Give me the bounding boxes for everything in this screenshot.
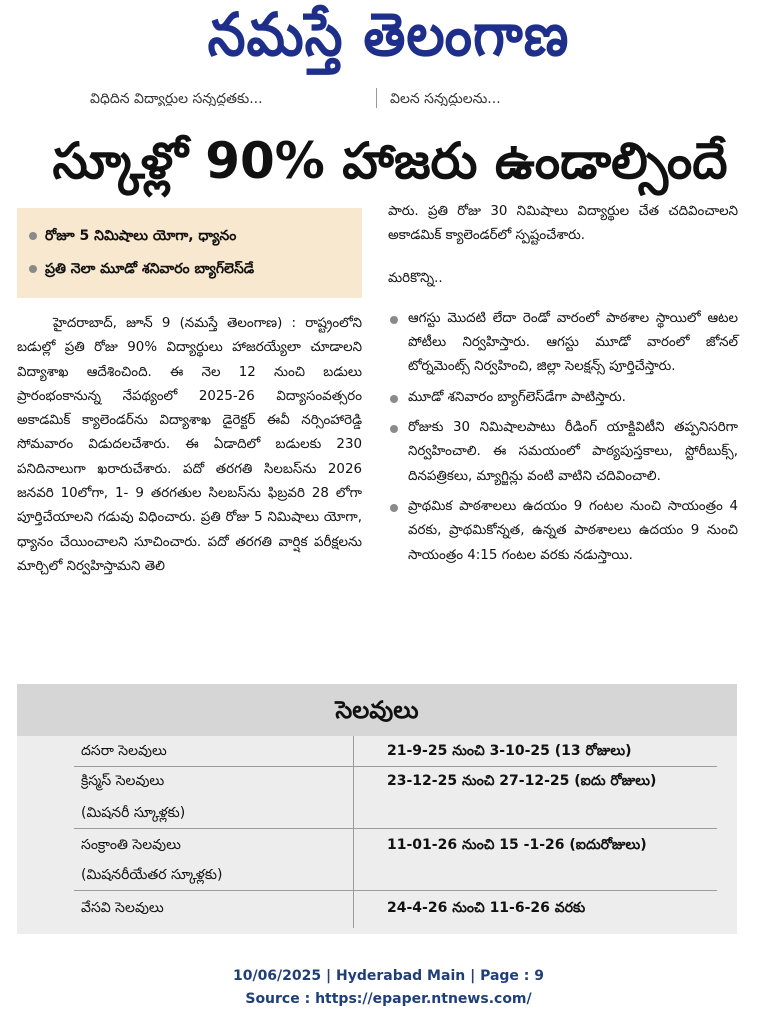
holiday-name: క్రిస్మస్ సెలవులు bbox=[81, 773, 165, 789]
highlights-box bbox=[17, 208, 362, 298]
article-body-left bbox=[17, 312, 362, 579]
highlight-text: ప్రతి నెలా మూడో శనివారం బ్యాగ్‌లెస్‌డే bbox=[45, 261, 255, 277]
holidays-table bbox=[17, 684, 737, 934]
list-item bbox=[388, 416, 738, 489]
article-headline: స్కూళ్లో 90% హాజరు ఉండాల్సిందే bbox=[52, 132, 728, 190]
article-paragraph: హైదరాబాద్, జూన్ 9 (నమస్తే తెలంగాణ) : రాష్ట్రంలోని బడుల్లో ప్రతి రోజు 90% విద్యార్థులు హాజరయ్యేలా చూడాలని విద్యాశాఖ ఆదేశించింది. ఈ నెల 12 నుంచి బడులు ప్రారంభంకానున్న నేపథ్యంలో 2025-26 విద్యాసంవత్సరం అకాడమిక్ క్యాలెండర్‌ను విద్యాశాఖ డైరెక్టర్ ఈవీ నర్సింహారెడ్డి సోమవారం విడుదలచేశారు. ఈ ఏడాదిలో బడులకు 230 పనిదినాలుగా ఖరారుచేశారు. పదో తరగతి సిలబస్‌ను 2026 జనవరి 10లోగా, 1- 9 తరగతుల సిలబస్‌ను ఫిబ్రవరి 28 లోగా పూర్తిచేయాలని గడువు విధించారు. ప్రతి రోజు 5 నిమిషాలు యోగా, ధ్యానం చేయించాలని సూచించారు. పదో తరగతి వార్షిక పరీక్షలను మార్చిలో నిర్వహిస్తామని తెలి bbox=[17, 316, 362, 574]
highlight-item bbox=[29, 220, 362, 253]
list-item-text: రోజుకు 30 నిమిషాలపాటు రీడింగ్ యాక్టివిటీని తప్పనిసరిగా నిర్వహించాలి. ఈ సమయంలో పాఠ్యపుస్తకాలు, స్టోరీబుక్స్, దినపత్రికలు, మ్యాగ్జిన్లు వంటి వాటిని చదివించాలి. bbox=[408, 420, 738, 484]
points-list bbox=[388, 307, 738, 568]
list-item bbox=[388, 386, 738, 410]
row-divider bbox=[74, 890, 717, 891]
list-item bbox=[388, 307, 738, 380]
bullet-icon bbox=[390, 395, 398, 403]
bullet-icon bbox=[29, 265, 37, 273]
bullet-icon bbox=[390, 504, 398, 512]
holiday-note: (మిషనరీయేతర స్కూళ్లకు) bbox=[81, 867, 223, 883]
cutline-right: విలన సన్నద్ధులను... bbox=[390, 91, 501, 106]
list-item bbox=[388, 495, 738, 568]
holiday-note: (మిషనరీ స్కూళ్లకు) bbox=[81, 805, 186, 821]
subheading: మరికొన్ని.. bbox=[388, 270, 443, 286]
row-divider bbox=[74, 828, 717, 829]
holiday-name: వేసవి సెలవులు bbox=[81, 900, 164, 916]
holidays-title: సెలవులు bbox=[17, 684, 737, 736]
table-row bbox=[17, 860, 737, 890]
holiday-period: 21-9-25 నుంచి 3-10-25 (13 రోజులు) bbox=[387, 743, 632, 759]
footer-edition-info: 10/06/2025 | Hyderabad Main | Page : 9 bbox=[232, 968, 545, 984]
holiday-period: 24-4-26 నుంచి 11-6-26 వరకు bbox=[387, 900, 586, 916]
newspaper-masthead bbox=[0, 0, 777, 80]
bullet-icon bbox=[29, 232, 37, 240]
table-row bbox=[17, 736, 737, 766]
holiday-period: 23-12-25 నుంచి 27-12-25 (ఐదు రోజులు) bbox=[387, 773, 657, 789]
article-body-right bbox=[388, 200, 738, 574]
footer-source-link[interactable]: Source : https://epaper.ntnews.com/ bbox=[245, 991, 532, 1007]
highlight-item bbox=[29, 253, 362, 286]
masthead-title: నమస్తే తెలంగాణ bbox=[207, 0, 570, 70]
table-row bbox=[17, 893, 737, 923]
holiday-name: సంక్రాంతి సెలవులు bbox=[81, 837, 181, 853]
highlight-text: రోజూ 5 నిమిషాలు యోగా, ధ్యానం bbox=[45, 228, 237, 244]
list-item-text: ప్రాథమిక పాఠశాలలు ఉదయం 9 గంటల నుంచి సాయంత్రం 4 వరకు, ప్రాథమికోన్నత, ఉన్నత పాఠశాలలు ఉదయం 9 నుంచి సాయంత్రం 4:15 గంటల వరకు నడుస్తాయి. bbox=[408, 498, 738, 563]
list-item-text: ఆగస్టు మొదటి లేదా రెండో వారంలో పాఠశాల స్థాయిలో ఆటల పోటీలు నిర్వహిస్తారు. ఆగస్టు మూడో వారంలో జోనల్ టోర్నమెంట్స్ నిర్వహించి, జిల్లా సెలక్షన్స్ పూర్తిచేస్తారు. bbox=[408, 310, 738, 375]
holiday-period: 11-01-26 నుంచి 15 -1-26 (ఐదురోజులు) bbox=[387, 837, 647, 853]
list-item-text: మూడో శనివారం బ్యాగ్‌లెస్‌డేగా పాటిస్తారు. bbox=[408, 389, 626, 405]
article-paragraph-continued: పారు. ప్రతి రోజు 30 నిమిషాలు విద్యార్థుల చేత చదివించాలని అకాడమిక్ క్యాలెండర్‌లో స్పష్టంచేశారు. bbox=[388, 204, 738, 244]
column-rule bbox=[376, 88, 377, 108]
table-row bbox=[17, 798, 737, 828]
table-row bbox=[17, 830, 737, 860]
bullet-icon bbox=[390, 316, 398, 324]
bullet-icon bbox=[390, 425, 398, 433]
table-row bbox=[17, 766, 737, 796]
cutline-left: విధిదిన విద్యార్థుల సన్నద్ధతకు... bbox=[90, 91, 263, 106]
holiday-name: దసరా సెలవులు bbox=[81, 743, 167, 759]
